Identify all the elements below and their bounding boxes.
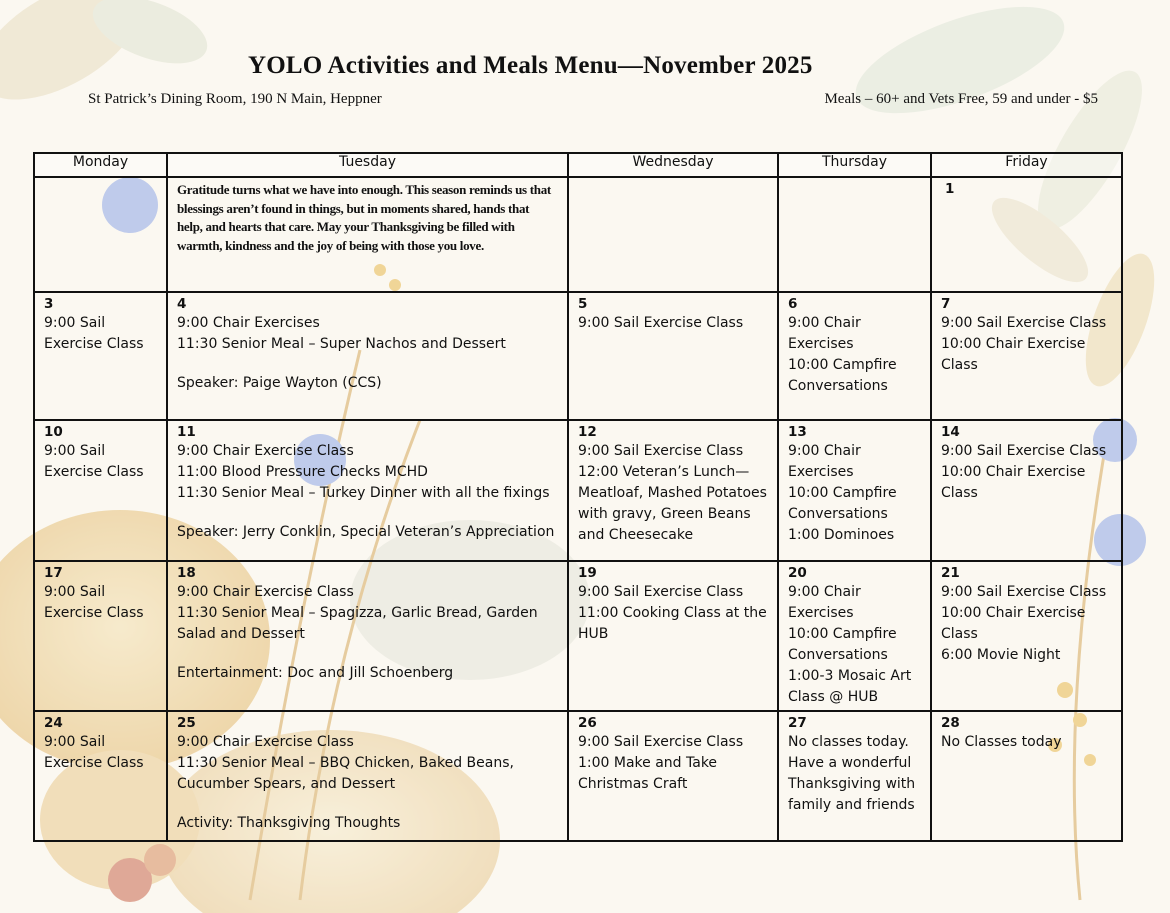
event-line: 9:00 Chair Exercises [788, 443, 861, 480]
event-line: 9:00 Chair Exercises [788, 584, 861, 621]
day-cell-24 [34, 711, 167, 841]
event-line: 9:00 Sail Exercise Class [941, 315, 1107, 331]
day-cell-4 [167, 292, 568, 420]
day-number: 3 [44, 296, 54, 312]
entertainment-line: Entertainment: Doc and Jill Schoenberg [177, 665, 454, 681]
event-line: 10:00 Campfire Conversations [788, 626, 897, 663]
day-cell-5 [568, 292, 778, 420]
event-line: 9:00 Chair Exercises [788, 315, 861, 352]
speaker-line: Speaker: Paige Wayton (CCS) [177, 375, 382, 391]
thanksgiving-quote-cell [167, 177, 568, 292]
event-line: 9:00 Sail Exercise Class [941, 584, 1107, 600]
meal-line: 11:30 Senior Meal – BBQ Chicken, Baked Beans, Cucumber Spears, and Dessert [177, 755, 514, 792]
day-cell-empty [778, 177, 931, 292]
header-monday: Monday [34, 153, 167, 177]
day-number: 7 [941, 296, 951, 312]
day-cell-27 [778, 711, 931, 841]
header-wednesday: Wednesday [568, 153, 778, 177]
day-number: 6 [788, 296, 798, 312]
event-line: 9:00 Sail Exercise Class [44, 584, 144, 621]
day-cell-10 [34, 420, 167, 561]
day-cell-1 [931, 177, 1122, 292]
week-row-4 [34, 561, 1122, 711]
day-cell-25 [167, 711, 568, 841]
day-cell-13 [778, 420, 931, 561]
day-number: 20 [788, 565, 807, 581]
event-line: 11:00 Blood Pressure Checks MCHD [177, 464, 428, 480]
day-cell-18 [167, 561, 568, 711]
day-number: 21 [941, 565, 960, 581]
page-title: YOLO Activities and Meals Menu—November 2025 [248, 52, 813, 79]
event-line: 10:00 Chair Exercise Class [941, 464, 1086, 501]
meal-line: 11:30 Senior Meal – Turkey Dinner with all the fixings [177, 485, 550, 501]
event-line: 11:00 Cooking Class at the HUB [578, 605, 767, 642]
event-line: 9:00 Chair Exercise Class [177, 734, 354, 750]
event-line: 1:00-3 Mosaic Art Class @ HUB [788, 668, 912, 705]
meal-line: 12:00 Veteran’s Lunch—Meatloaf, Mashed Potatoes with gravy, Green Beans and Cheesecake [578, 464, 767, 543]
day-number: 5 [578, 296, 588, 312]
weekday-header-row [34, 153, 1122, 177]
day-cell-17 [34, 561, 167, 711]
day-cell-28 [931, 711, 1122, 841]
week-row-1 [34, 177, 1122, 292]
week-row-3 [34, 420, 1122, 561]
event-line: 10:00 Campfire Conversations [788, 485, 897, 522]
thanksgiving-quote: Gratitude turns what we have into enough. This season reminds us that blessings aren’t found in things, but in moments shared, hands that help, and hearts that care. May your Thanksgiving be filled with warmth, kindness and the joy of being with those you love. [177, 182, 551, 253]
day-cell-empty [34, 177, 167, 292]
day-number: 14 [941, 424, 960, 440]
day-cell-11 [167, 420, 568, 561]
event-line: 9:00 Sail Exercise Class [44, 734, 144, 771]
day-cell-7 [931, 292, 1122, 420]
day-cell-19 [568, 561, 778, 711]
event-line: 9:00 Sail Exercise Class [44, 315, 144, 352]
event-line: 10:00 Chair Exercise Class [941, 605, 1086, 642]
event-line: No Classes today [941, 734, 1062, 750]
event-line: 9:00 Sail Exercise Class [578, 584, 744, 600]
event-line: 9:00 Sail Exercise Class [578, 315, 744, 331]
day-number: 12 [578, 424, 597, 440]
day-number: 27 [788, 715, 807, 731]
day-number: 10 [44, 424, 63, 440]
event-line: 6:00 Movie Night [941, 647, 1061, 663]
day-number: 17 [44, 565, 63, 581]
header-tuesday: Tuesday [167, 153, 568, 177]
day-number: 4 [177, 296, 187, 312]
activity-calendar [33, 152, 1123, 842]
event-line: 1:00 Dominoes [788, 527, 895, 543]
day-number: 18 [177, 565, 196, 581]
week-row-5 [34, 711, 1122, 841]
event-line: 9:00 Chair Exercises [177, 315, 320, 331]
day-number: 24 [44, 715, 63, 731]
day-number: 19 [578, 565, 597, 581]
event-line: 10:00 Campfire Conversations [788, 357, 897, 394]
day-cell-empty [568, 177, 778, 292]
meal-line: 11:30 Senior Meal – Super Nachos and Dessert [177, 336, 506, 352]
day-number: 11 [177, 424, 196, 440]
day-cell-21 [931, 561, 1122, 711]
location-text: St Patrick’s Dining Room, 190 N Main, Heppner [88, 91, 382, 107]
header-thursday: Thursday [778, 153, 931, 177]
event-line: No classes today. Have a wonderful Thanksgiving with family and friends [788, 734, 916, 813]
day-cell-14 [931, 420, 1122, 561]
meal-line: 11:30 Senior Meal – Spagizza, Garlic Bread, Garden Salad and Dessert [177, 605, 538, 642]
event-line: 9:00 Sail Exercise Class [941, 443, 1107, 459]
week-row-2 [34, 292, 1122, 420]
day-cell-12 [568, 420, 778, 561]
day-cell-26 [568, 711, 778, 841]
day-number: 1 [945, 181, 955, 197]
day-cell-3 [34, 292, 167, 420]
event-line: 10:00 Chair Exercise Class [941, 336, 1086, 373]
activity-line: Activity: Thanksgiving Thoughts [177, 815, 401, 831]
day-cell-6 [778, 292, 931, 420]
header-friday: Friday [931, 153, 1122, 177]
day-number: 28 [941, 715, 960, 731]
pricing-text: Meals – 60+ and Vets Free, 59 and under - $5 [824, 91, 1098, 107]
day-number: 26 [578, 715, 597, 731]
event-line: 9:00 Chair Exercise Class [177, 443, 354, 459]
event-line: 9:00 Sail Exercise Class [578, 443, 744, 459]
day-number: 13 [788, 424, 807, 440]
day-number: 25 [177, 715, 196, 731]
event-line: 9:00 Sail Exercise Class [578, 734, 744, 750]
event-line: 9:00 Sail Exercise Class [44, 443, 144, 480]
event-line: 9:00 Chair Exercise Class [177, 584, 354, 600]
day-cell-20 [778, 561, 931, 711]
event-line: 1:00 Make and Take Christmas Craft [578, 755, 718, 792]
speaker-line: Speaker: Jerry Conklin, Special Veteran’s Appreciation [177, 524, 555, 540]
